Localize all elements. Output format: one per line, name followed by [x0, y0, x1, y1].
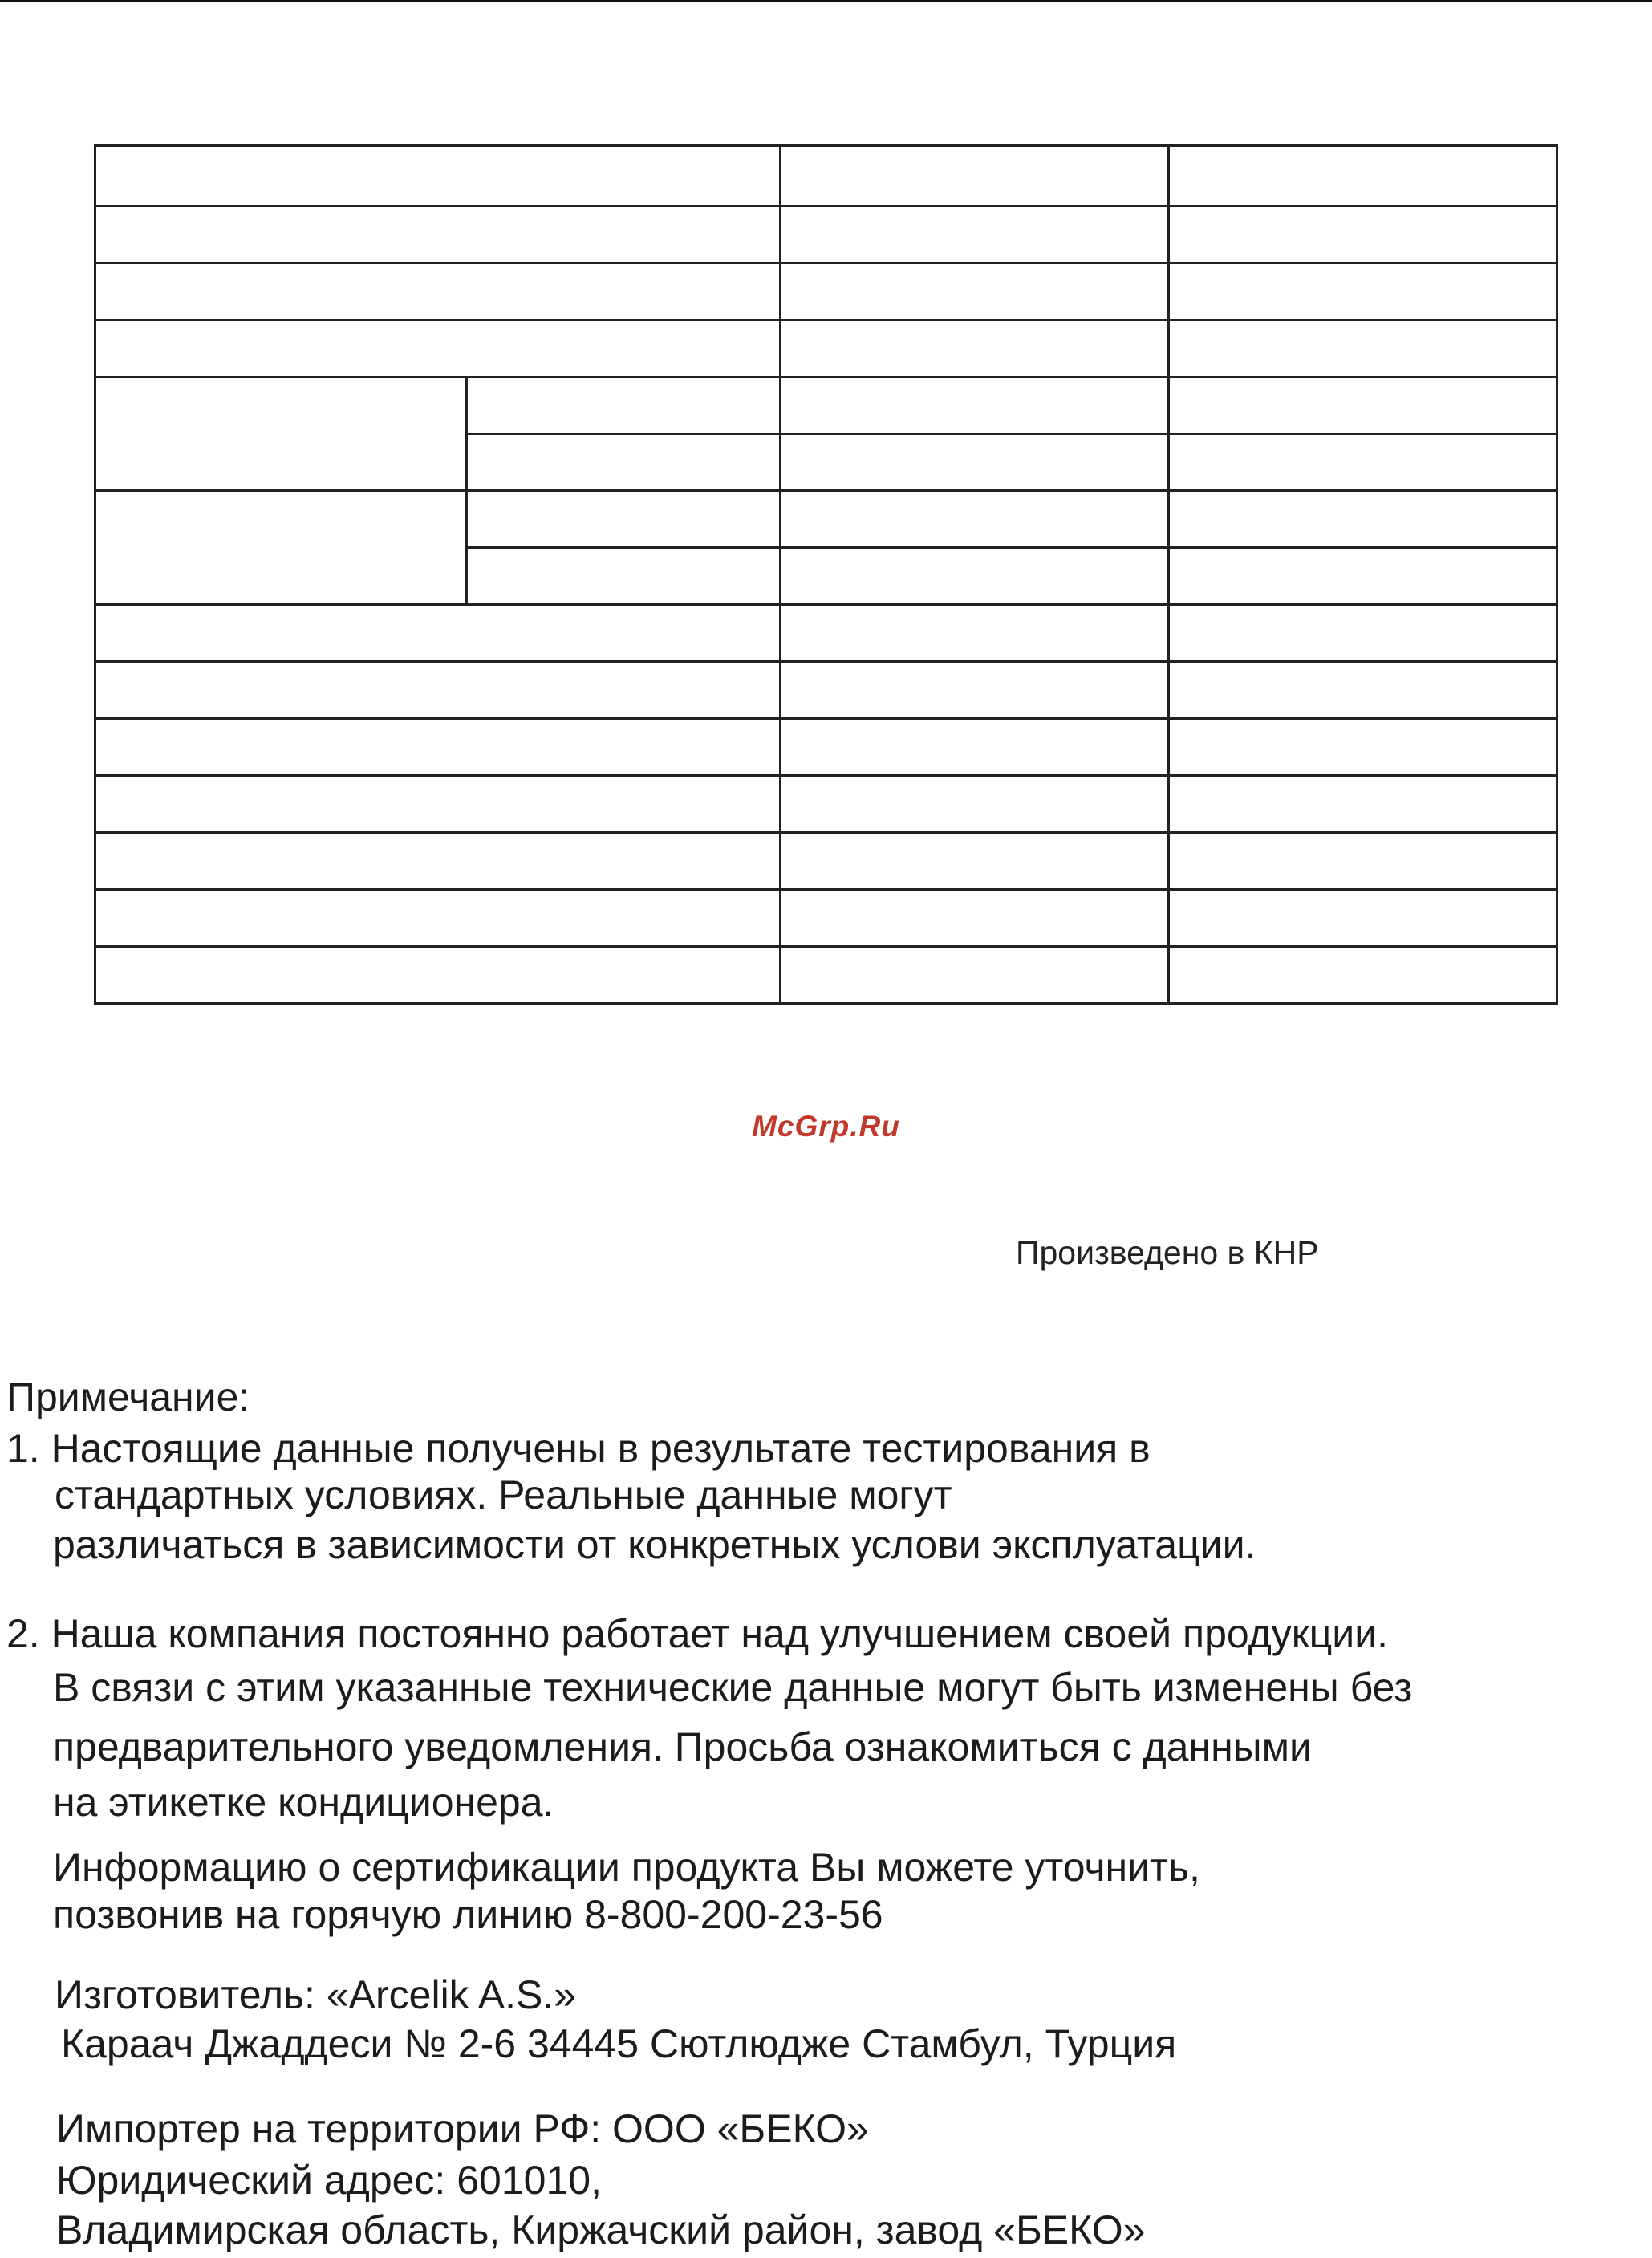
note-title: Примечание: — [6, 1375, 250, 1419]
table-row — [95, 206, 1557, 263]
table-group-cell — [95, 377, 467, 491]
made-in-label: Произведено в КНР — [1016, 1234, 1319, 1271]
table-cell — [95, 605, 781, 662]
table-cell — [1169, 146, 1557, 206]
importer-line-1: Импортер на территории РФ: ООО «БЕКО» — [56, 2106, 869, 2151]
table-cell — [781, 491, 1169, 548]
table-cell — [467, 434, 781, 491]
importer-line-3: Владимирская область, Киржачский район, завод «БЕКО» — [56, 2207, 1146, 2252]
note-item-2-line-2: В связи с этим указанные технические данные могут быть изменены без — [53, 1665, 1413, 1710]
table-row — [95, 719, 1557, 776]
table-group-cell — [95, 491, 467, 605]
table-row — [95, 377, 1557, 434]
table-cell — [781, 263, 1169, 320]
table-row — [95, 491, 1557, 548]
table-cell — [467, 377, 781, 434]
table-cell — [781, 662, 1169, 719]
manufacturer-line-2: Караач Джаддеси № 2-6 34445 Сютлюдже Стамбул, Турция — [61, 2021, 1177, 2066]
table-cell — [781, 320, 1169, 377]
table-cell — [781, 719, 1169, 776]
manufacturer-line-1: Изготовитель: «Arcelik A.S.» — [55, 1972, 577, 2017]
table-cell — [781, 605, 1169, 662]
certification-line-2: позвонив на горячую линию 8-800-200-23-56 — [53, 1892, 883, 1937]
specification-table — [94, 144, 1558, 1005]
table-cell — [1169, 377, 1557, 434]
table-cell — [95, 662, 781, 719]
table-cell — [1169, 320, 1557, 377]
table-cell — [95, 776, 781, 833]
table-cell — [781, 890, 1169, 947]
table-cell — [1169, 263, 1557, 320]
table-cell — [1169, 890, 1557, 947]
top-border-line — [0, 0, 1652, 2]
table-cell — [95, 320, 781, 377]
note-item-2-line-4: на этикетке кондиционера. — [53, 1780, 554, 1825]
table-cell — [95, 263, 781, 320]
table-cell — [1169, 434, 1557, 491]
table-cell — [781, 947, 1169, 1004]
table-row — [95, 320, 1557, 377]
table-cell — [781, 146, 1169, 206]
table-cell — [95, 206, 781, 263]
table-cell — [1169, 719, 1557, 776]
table-cell — [781, 833, 1169, 890]
note-item-1-line-2: стандартных условиях. Реальные данные могут — [55, 1472, 952, 1517]
table-cell — [1169, 491, 1557, 548]
table-row — [95, 662, 1557, 719]
watermark: McGrp.Ru — [752, 1110, 900, 1143]
table-cell — [781, 206, 1169, 263]
certification-line-1: Информацию о сертификации продукта Вы можете уточнить, — [53, 1845, 1200, 1890]
table-cell — [1169, 947, 1557, 1004]
table-cell — [1169, 605, 1557, 662]
table-cell — [467, 491, 781, 548]
table-cell — [1169, 548, 1557, 605]
table-cell — [1169, 833, 1557, 890]
table-cell — [781, 548, 1169, 605]
note-item-1-line-3: различаться в зависимости от конкретных услови эксплуатации. — [53, 1522, 1256, 1567]
table-cell — [95, 146, 781, 206]
table-cell — [95, 947, 781, 1004]
table-cell — [95, 833, 781, 890]
table-cell — [1169, 662, 1557, 719]
table-row — [95, 947, 1557, 1004]
table-row — [95, 263, 1557, 320]
table-cell — [467, 548, 781, 605]
table-row — [95, 146, 1557, 206]
table-cell — [95, 719, 781, 776]
importer-line-2: Юридический адрес: 601010, — [56, 2158, 602, 2203]
table-cell — [781, 377, 1169, 434]
table-row — [95, 605, 1557, 662]
table-cell — [1169, 776, 1557, 833]
note-item-2-line-3: предварительного уведомления. Просьба ознакомиться с данными — [53, 1724, 1312, 1769]
table-cell — [1169, 206, 1557, 263]
table-row — [95, 776, 1557, 833]
table-row — [95, 890, 1557, 947]
table-cell — [781, 434, 1169, 491]
note-item-2-line-1: 2. Наша компания постоянно работает над улучшением своей продукции. — [6, 1611, 1389, 1656]
note-item-1-line-1: 1. Настоящие данные получены в результате тестирования в — [6, 1426, 1151, 1471]
table-cell — [95, 890, 781, 947]
table-cell — [781, 776, 1169, 833]
table-row — [95, 833, 1557, 890]
